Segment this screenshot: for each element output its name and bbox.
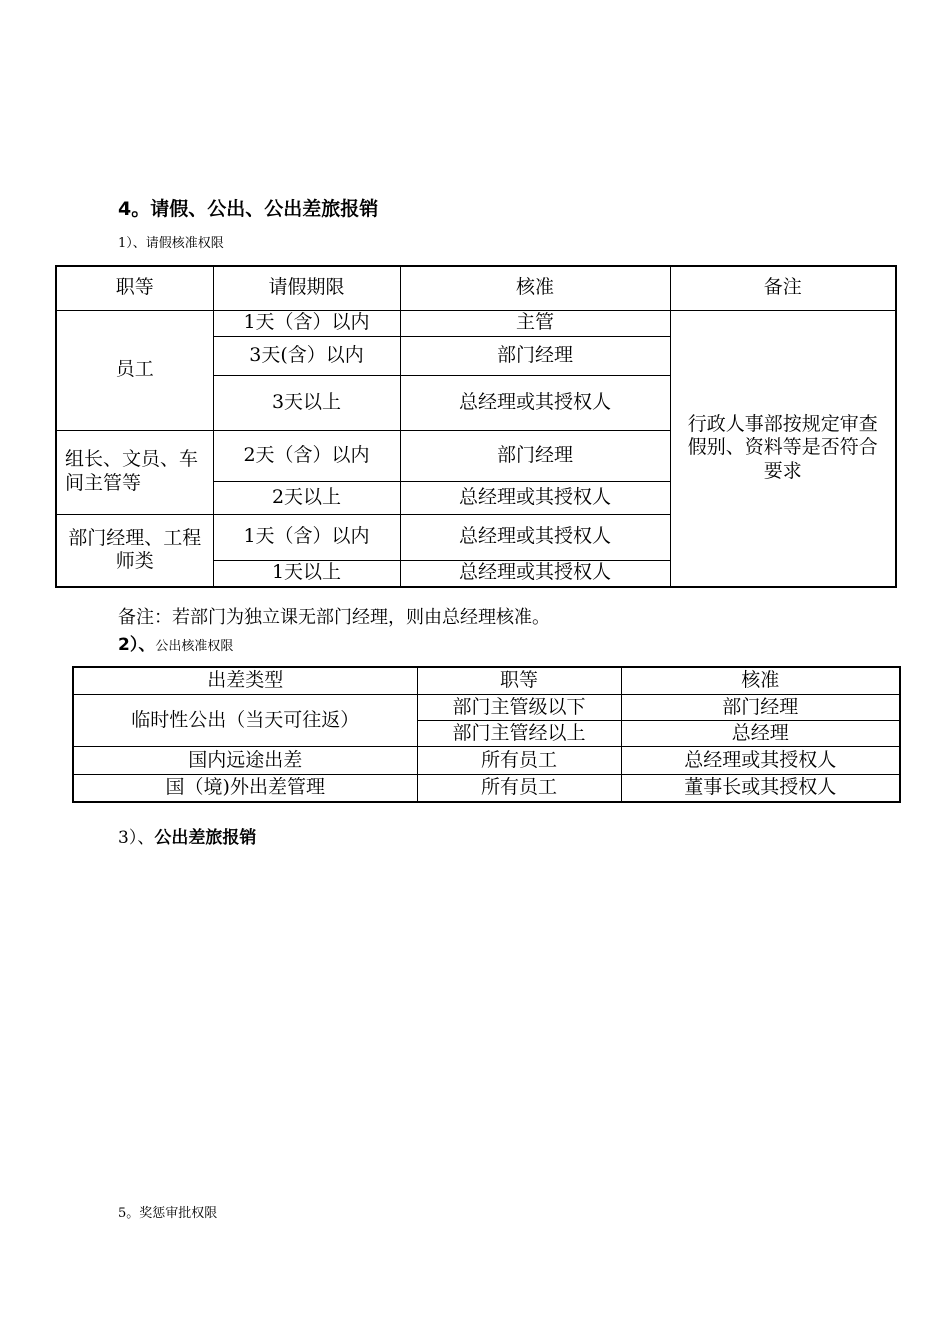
approver-cell: 总经理 <box>621 720 900 746</box>
table-row <box>73 774 900 802</box>
remark-cell: 行政人事部按规定审查假别、资料等是否符合要求 <box>670 310 896 587</box>
trip-type-cell: 国（境)外出差管理 <box>73 774 417 802</box>
approver-cell: 主管 <box>400 310 670 336</box>
trip-type-cell: 临时性公出（当天可往返） <box>73 694 417 746</box>
approver-cell: 部门经理 <box>400 336 670 375</box>
travel-reimbursement-heading <box>118 823 256 848</box>
rank-cell: 组长、文员、车间主管等 <box>56 430 213 514</box>
approver-cell: 总经理或其授权人 <box>400 514 670 560</box>
header-rank: 职等 <box>417 667 621 694</box>
rank-cell: 所有员工 <box>417 774 621 802</box>
header-trip-type: 出差类型 <box>73 667 417 694</box>
period-cell: 2天（含）以内 <box>213 430 400 481</box>
table-row <box>56 310 896 336</box>
approver-cell: 总经理或其授权人 <box>400 481 670 514</box>
table-row <box>73 746 900 774</box>
period-cell: 1天以上 <box>213 560 400 587</box>
table-header-row <box>73 667 900 694</box>
section-5-title: 5。奖惩审批权限 <box>118 1206 218 1221</box>
period-cell: 3天(含）以内 <box>213 336 400 375</box>
approver-cell: 总经理或其授权人 <box>621 746 900 774</box>
header-rank: 职等 <box>56 266 213 310</box>
leave-footnote: 备注：若部门为独立课无部门经理，则由总经理核准。 <box>118 607 550 628</box>
header-period: 请假期限 <box>213 266 400 310</box>
leave-approval-subtitle: 1）、请假核准权限 <box>118 236 224 251</box>
leave-approval-table <box>55 265 897 588</box>
header-approver: 核准 <box>400 266 670 310</box>
trip-subtitle-number: 2）、 <box>118 635 156 655</box>
business-trip-approval-table <box>72 666 901 803</box>
section-3-number: 3）、 <box>118 828 155 848</box>
table-header-row <box>56 266 896 310</box>
period-cell: 2天以上 <box>213 481 400 514</box>
rank-cell: 员工 <box>56 310 213 430</box>
approver-cell: 总经理或其授权人 <box>400 375 670 430</box>
header-remark: 备注 <box>670 266 896 310</box>
header-approver: 核准 <box>621 667 900 694</box>
approver-cell: 部门经理 <box>621 694 900 720</box>
approver-cell: 总经理或其授权人 <box>400 560 670 587</box>
table-row <box>73 694 900 720</box>
trip-type-cell: 国内远途出差 <box>73 746 417 774</box>
rank-cell: 部门主管经以上 <box>417 720 621 746</box>
trip-approval-subtitle <box>118 630 233 655</box>
rank-cell: 部门经理、工程师类 <box>56 514 213 587</box>
period-cell: 1天（含）以内 <box>213 514 400 560</box>
approver-cell: 董事长或其授权人 <box>621 774 900 802</box>
period-cell: 1天（含）以内 <box>213 310 400 336</box>
approver-cell: 部门经理 <box>400 430 670 481</box>
period-cell: 3天以上 <box>213 375 400 430</box>
section-4-title: 4。请假、公出、公出差旅报销 <box>118 198 379 220</box>
rank-cell: 部门主管级以下 <box>417 694 621 720</box>
rank-cell: 所有员工 <box>417 746 621 774</box>
section-3-title: 公出差旅报销 <box>154 828 257 848</box>
trip-subtitle-text: 公出核准权限 <box>155 639 234 654</box>
